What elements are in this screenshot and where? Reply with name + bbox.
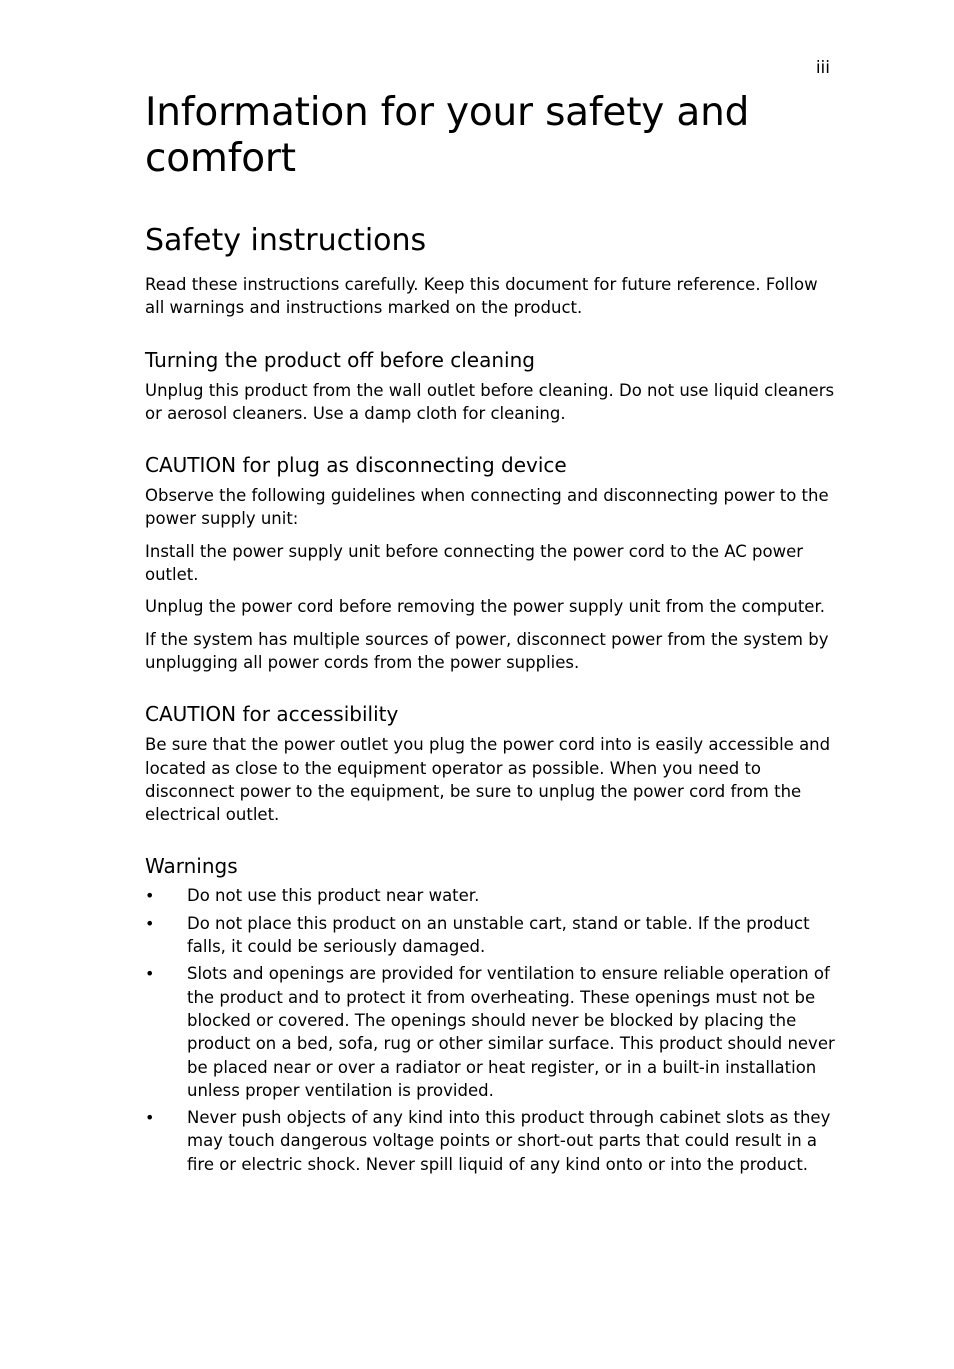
warning-text: Slots and openings are provided for ventilation to ensure reliable operation of the product and to protect it from overheating. These openings must not be blocked or covered. The openings should never be blocked by placing the product on a bed, sofa, rug or other similar surface. This product should never be placed near or over a radiator or heat register, or in a built-in installation unless proper ventilation is provided. <box>187 964 835 1100</box>
list-item <box>145 1106 835 1176</box>
bullet-icon: • <box>145 913 155 933</box>
list-item <box>145 912 835 959</box>
bullet-icon: • <box>145 964 155 984</box>
cleaning-heading: Turning the product off before cleaning <box>145 347 535 372</box>
warning-text: Never push objects of any kind into this product through cabinet slots as they may touch dangerous voltage points or short-out parts that could result in a fire or electric shock. Never spill liquid of any kind onto or into the product. <box>187 1108 831 1174</box>
plug-caution-paragraph: Observe the following guidelines when connecting and disconnecting power to the power supply unit: <box>145 486 829 529</box>
intro-paragraph: Read these instructions carefully. Keep this document for future reference. Follow all warnings and instructions marked on the product. <box>145 275 818 318</box>
accessibility-paragraph: Be sure that the power outlet you plug the power cord into is easily accessible and located as close to the equipment operator as possible. When you need to disconnect power to the equipment, be sure to unplug the power cord from the electrical outlet. <box>145 735 831 825</box>
document-body <box>145 90 835 1176</box>
plug-caution-heading: CAUTION for plug as disconnecting device <box>145 453 567 478</box>
page-title: Information for your safety and comfort <box>145 90 750 181</box>
section-title: Safety instructions <box>145 223 427 258</box>
list-item <box>145 884 835 907</box>
cleaning-paragraph: Unplug this product from the wall outlet before cleaning. Do not use liquid cleaners or aerosol cleaners. Use a damp cloth for cleaning. <box>145 380 835 423</box>
warning-text: Do not use this product near water. <box>187 886 480 906</box>
page-number: iii <box>815 58 830 78</box>
bullet-icon: • <box>145 1108 155 1128</box>
plug-caution-paragraph: If the system has multiple sources of power, disconnect power from the system by unplugging all power cords from the power supplies. <box>145 629 829 672</box>
accessibility-heading: CAUTION for accessibility <box>145 702 399 727</box>
warnings-heading: Warnings <box>145 854 238 879</box>
plug-caution-paragraph: Install the power supply unit before connecting the power cord to the AC power outlet. <box>145 541 804 585</box>
plug-caution-paragraph: Unplug the power cord before removing the power supply unit from the computer. <box>145 597 825 617</box>
warnings-list <box>145 884 835 1176</box>
warning-text: Do not place this product on an unstable cart, stand or table. If the product falls, it could be seriously damaged. <box>187 913 810 957</box>
list-item <box>145 962 835 1102</box>
bullet-icon: • <box>145 886 155 906</box>
